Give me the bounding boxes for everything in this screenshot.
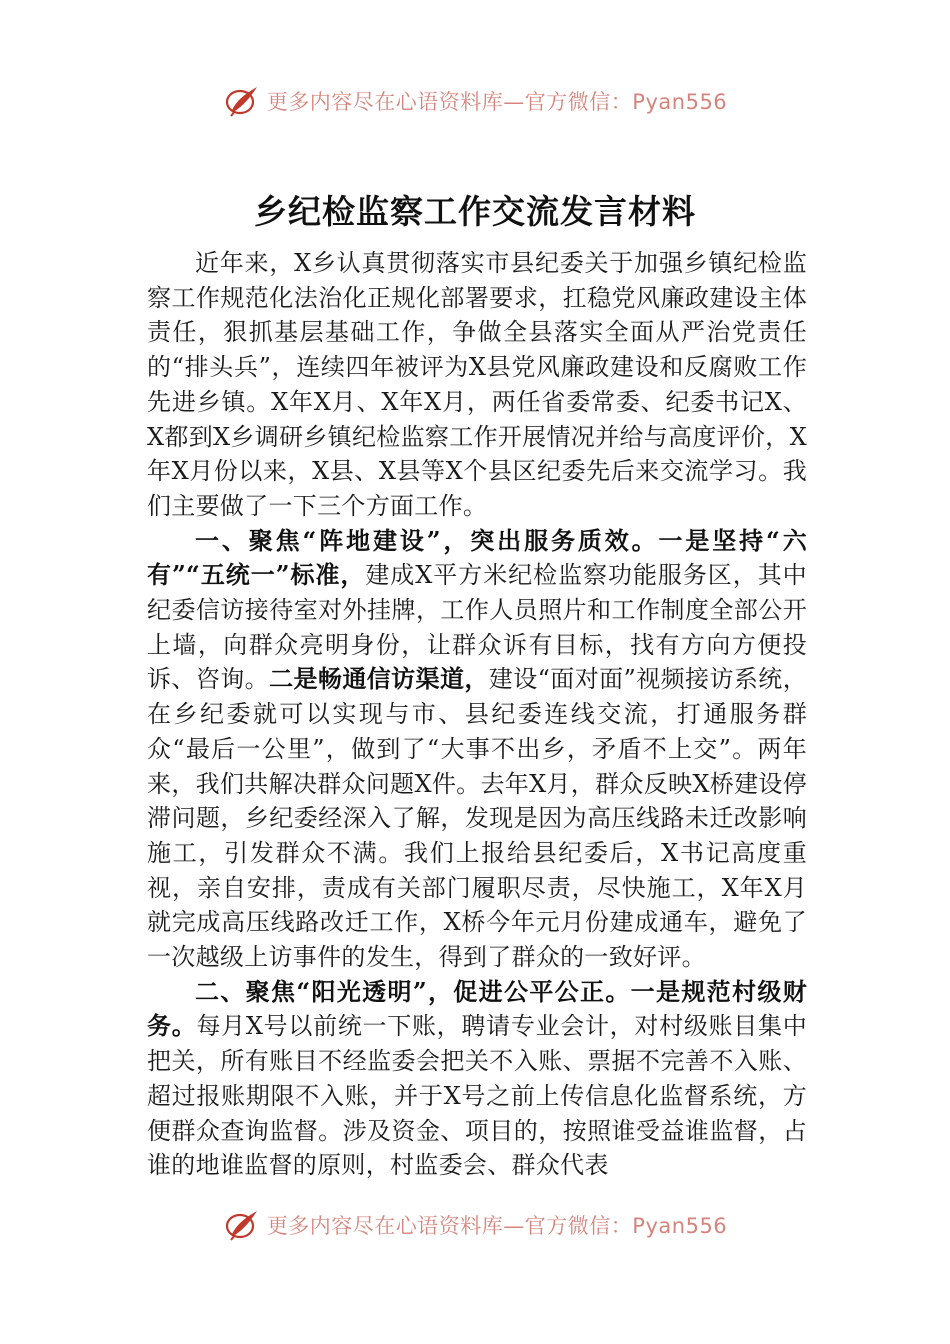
section2-point1-text: 每月X号以前统一下账，聘请专业会计，对村级账目集中把关，所有账目不经监委会把关不入账、票据不完善不入账、超过报账期限不入账，并于X号之前上传信息化监督系统，方便群众查询监督。涉及资金、项目的，按照谁受益谁监督，占谁的地谁监督的原则，村监委会、群众代表	[147, 1012, 807, 1180]
section1-paragraph	[147, 524, 807, 975]
quill-logo-icon	[223, 1208, 261, 1242]
watermark-header	[0, 84, 950, 118]
document-body	[147, 246, 807, 1183]
watermark-footer	[0, 1208, 950, 1242]
watermark-text: 更多内容尽在心语资料库—官方微信：Pyan556	[266, 90, 728, 114]
section1-point1-label: 一是坚持“六有”“五统一”标准，	[147, 525, 807, 590]
intro-paragraph: 近年来，X乡认真贯彻落实市县纪委关于加强乡镇纪检监察工作规范化法治化正规化部署要求，扛稳党风廉政建设主体责任，狠抓基层基础工作，争做全县落实全面从严治党责任的“排头兵”，连续四年被评为X县党风廉政建设和反腐败工作先进乡镇。X年X月、X年X月，两任省委常委、纪委书记X、X都到X乡调研乡镇纪检监察工作开展情况并给与高度评价，X年X月份以来，X县、X县等X个县区纪委先后来交流学习。我们主要做了一下三个方面工作。	[147, 249, 807, 520]
section2-heading: 二、聚焦“阳光透明”，促进公平公正。	[195, 976, 631, 1006]
quill-logo-icon	[223, 84, 261, 118]
section1-heading: 一、聚焦“阵地建设”，突出服务质效。	[195, 525, 659, 555]
section1-point2-label: 二是畅通信访渠道，	[269, 664, 489, 694]
section1-point1-text: 建成X平方米纪检监察功能服务区，其中纪委信访接待室对外挂牌，工作人员照片和工作制度全部公开上墙，向群众亮明身份，让群众诉有目标，找有方向方便投诉、咨询。	[147, 561, 807, 694]
section2-paragraph	[147, 975, 807, 1183]
section1-point2-text: 建设“面对面”视频接访系统，在乡纪委就可以实现与市、县纪委连线交流，打通服务群众“最后一公里”，做到了“大事不出乡，矛盾不上交”。两年来，我们共解决群众问题X件。去年X月，群众反映X桥建设停滞问题，乡纪委经深入了解，发现是因为高压线路未迁改影响施工，引发群众不满。我们上报给县纪委后，X书记高度重视，亲自安排，责成有关部门履职尽责，尽快施工，X年X月就完成高压线路改迁工作，X桥今年元月份建成通车，避免了一次越级上访事件的发生，得到了群众的一致好评。	[147, 665, 808, 972]
document-title: 乡纪检监察工作交流发言材料	[254, 192, 696, 231]
watermark-text: 更多内容尽在心语资料库—官方微信：Pyan556	[266, 1214, 728, 1238]
section2-point1-label: 一是规范村级财务。	[147, 976, 807, 1041]
